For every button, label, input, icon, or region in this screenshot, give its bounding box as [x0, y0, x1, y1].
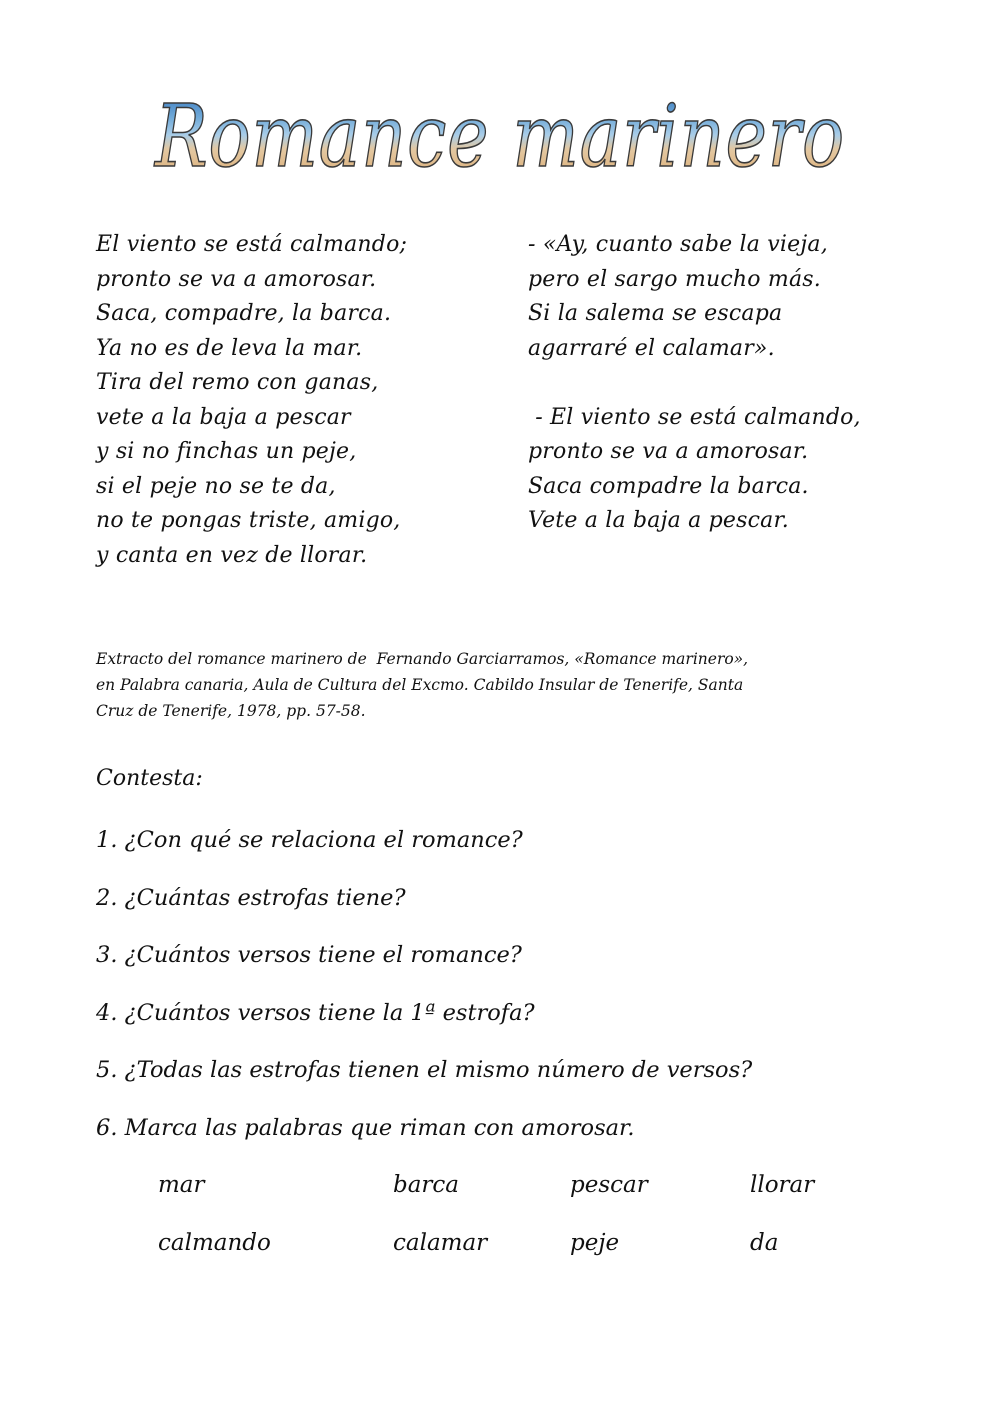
verse: agarraré el calamar». [528, 335, 775, 361]
poem-stanza-2 [528, 228, 861, 366]
citation-line: Cruz de Tenerife, 1978, pp. 57-58. [96, 702, 366, 720]
question-1: 1. ¿Con qué se relaciona el romance? [96, 827, 523, 853]
rhyme-word-llorar[interactable]: llorar [750, 1172, 815, 1198]
rhyme-word-da[interactable]: da [750, 1230, 779, 1256]
citation-line: en Palabra canaria, Aula de Cultura del Excmo. Cabildo Insular de Tenerife, Santa [96, 676, 744, 694]
verse: Saca, compadre, la barca. [96, 301, 392, 326]
verse: pero el sargo mucho más. [528, 266, 821, 292]
question-2: 2. ¿Cuántas estrofas tiene? [96, 884, 406, 911]
verse: pronto se va a amorosar. [528, 439, 809, 464]
page-title [0, 68, 1000, 198]
verse: Saca compadre la barca. [528, 473, 809, 499]
question-5: 5. ¿Todas las estrofas tienen el mismo número de versos? [96, 1057, 753, 1083]
verse: Ya no es de leva la mar. [96, 335, 363, 361]
verse: vete a la baja a pescar [96, 404, 351, 430]
contesta-heading: Contesta: [96, 766, 203, 791]
verse: El viento se está calmando; [96, 232, 408, 257]
source-citation [96, 646, 916, 724]
poem-right-column [528, 228, 861, 539]
rhyme-word-barca[interactable]: barca [393, 1172, 460, 1198]
verse: - El viento se está calmando, [528, 404, 861, 430]
poem-stanza-1 [96, 228, 407, 573]
rhyme-word-mar[interactable]: mar [158, 1172, 205, 1198]
rhyme-word-peje[interactable]: peje [570, 1230, 620, 1256]
question-3: 3. ¿Cuántos versos tiene el romance? [96, 942, 522, 968]
question-6: 6. Marca las palabras que riman con amorosar. [96, 1114, 635, 1141]
verse: y si no finchas un peje, [96, 439, 357, 464]
rhyme-word-calamar[interactable]: calamar [393, 1230, 488, 1256]
verse: Si la salema se escapa [528, 301, 783, 326]
citation-line: Extracto del romance marinero de Fernando Garciarramos, «Romance marinero», [96, 650, 749, 668]
verse: no te pongas triste, amigo, [96, 508, 401, 533]
verse: si el peje no se te da, [96, 473, 336, 499]
verse: - «Ay, cuanto sabe la vieja, [528, 232, 828, 257]
title-text: Romance marinero [153, 87, 845, 187]
verse: Vete a la baja a pescar. [528, 508, 789, 533]
rhyme-word-calmando[interactable]: calmando [158, 1230, 271, 1256]
stanza-gap [528, 366, 861, 401]
question-list [96, 820, 752, 1165]
verse: Tira del remo con ganas, [96, 370, 379, 395]
verse: y canta en vez de llorar. [96, 542, 368, 568]
poem-stanza-3 [528, 401, 861, 539]
verse: pronto se va a amorosar. [96, 266, 377, 292]
question-4: 4. ¿Cuántos versos tiene la 1ª estrofa? [96, 999, 535, 1026]
rhyme-word-pescar[interactable]: pescar [570, 1172, 648, 1198]
